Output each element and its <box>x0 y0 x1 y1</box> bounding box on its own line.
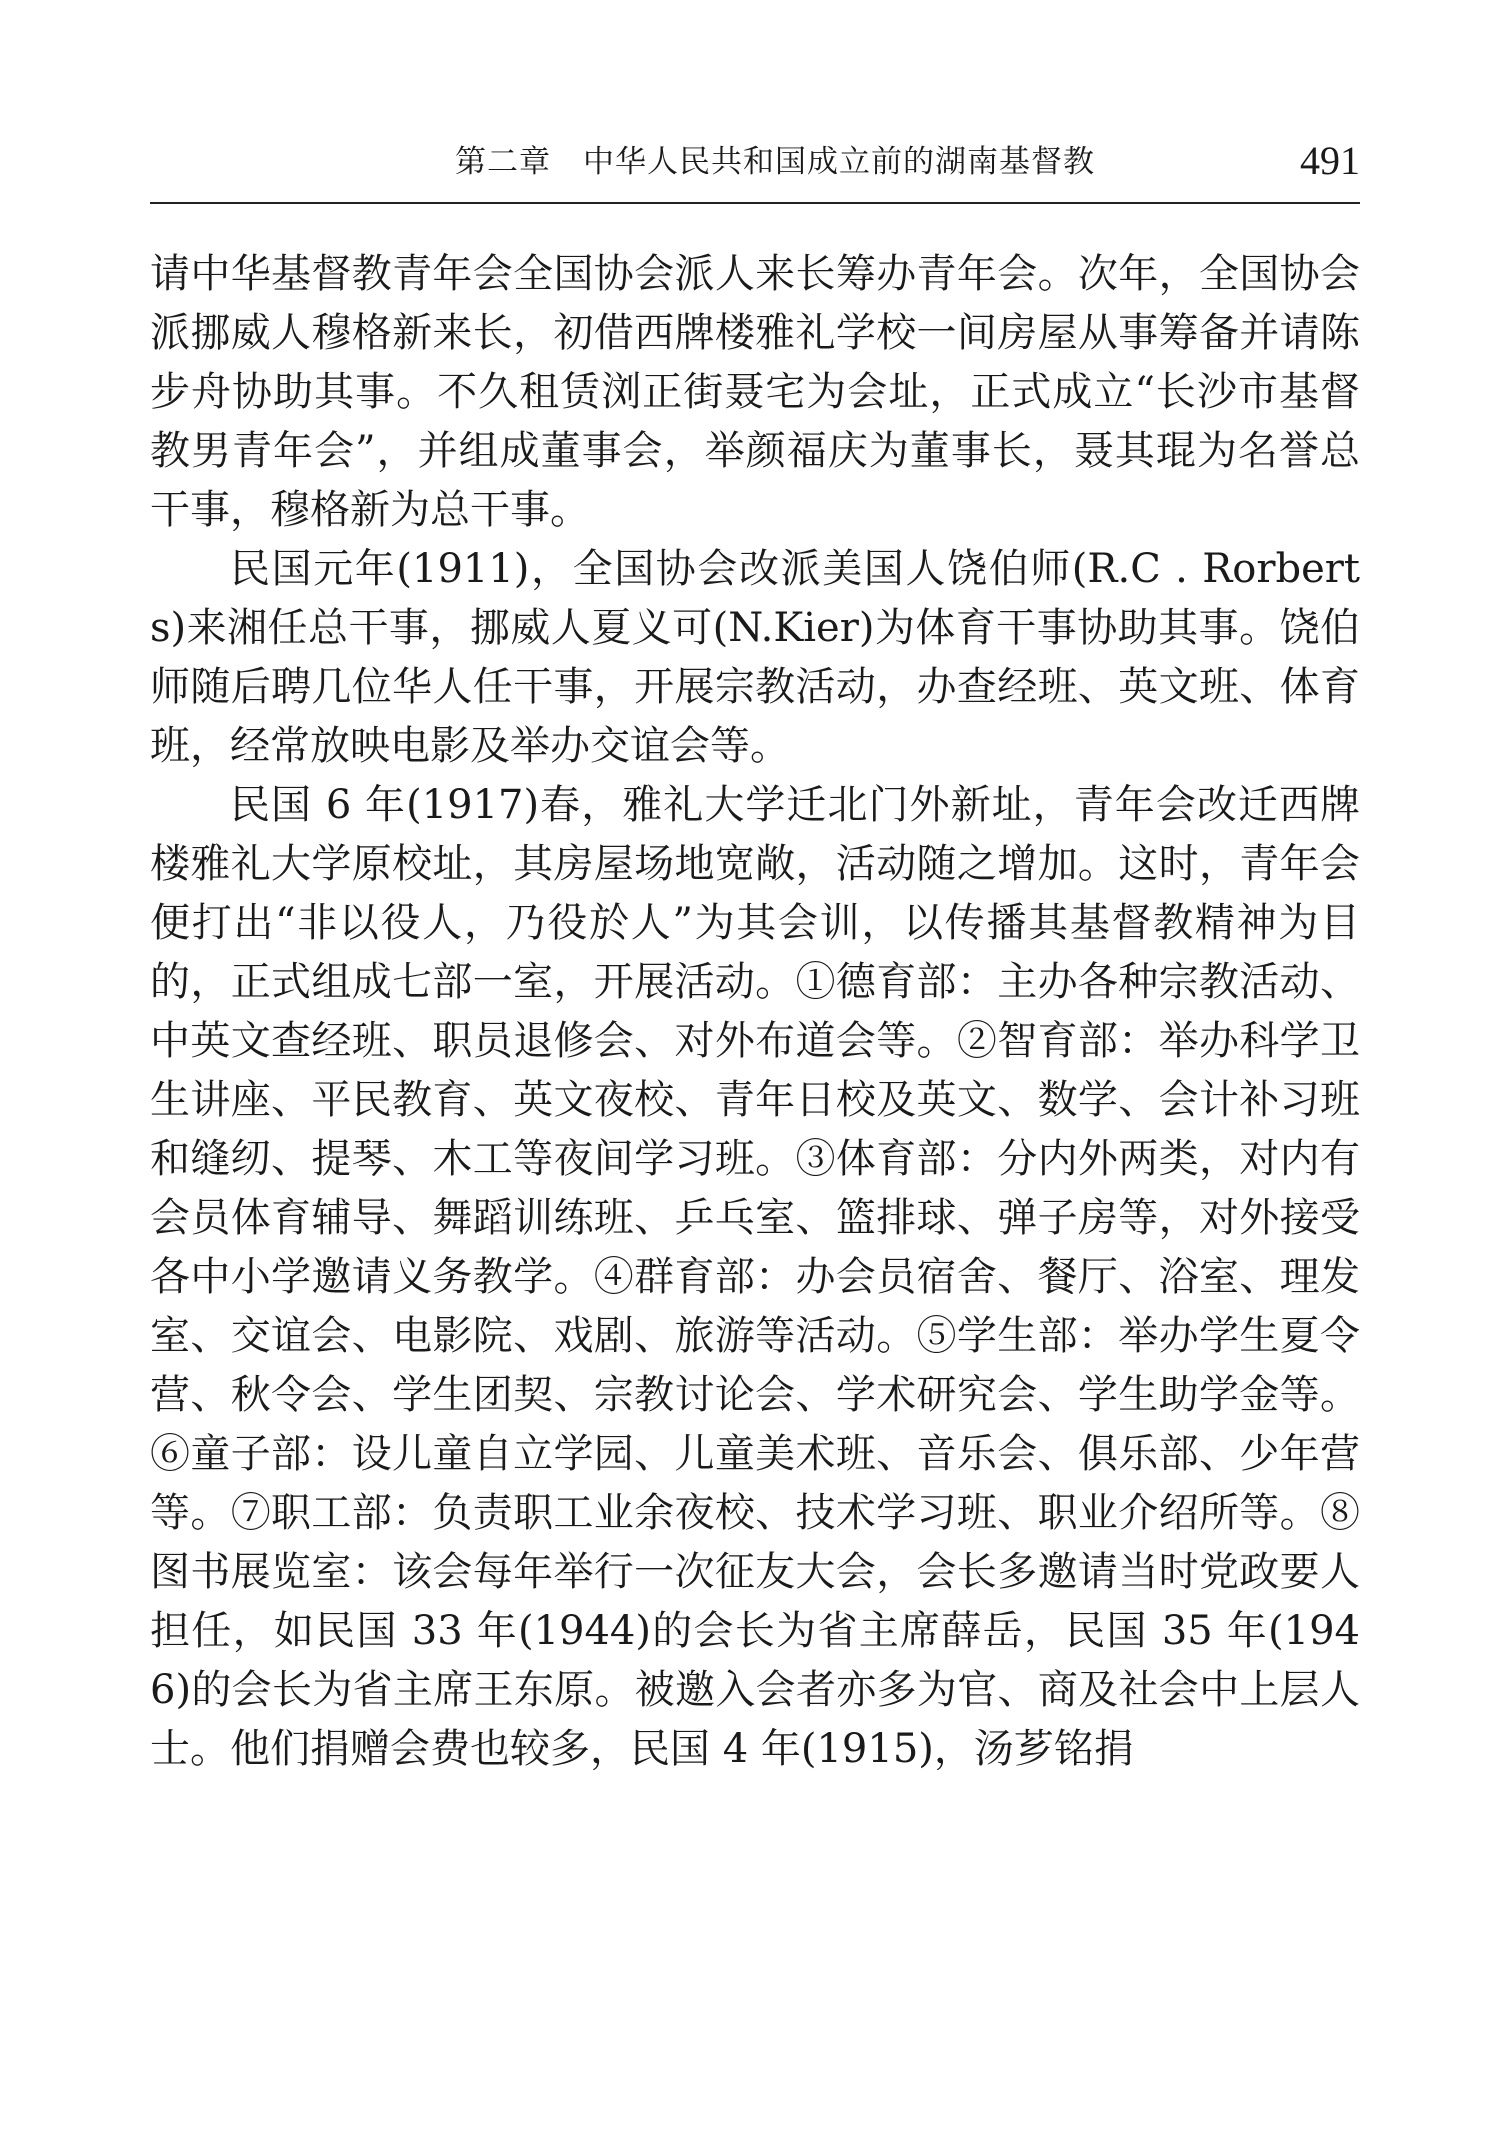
header-rule <box>150 202 1360 204</box>
running-head <box>150 140 1360 200</box>
body-text <box>150 245 1360 1779</box>
page-number: 491 <box>1300 138 1360 183</box>
paragraph-continued: 请中华基督教青年会全国协会派人来长筹办青年会。次年，全国协会派挪威人穆格新来长，初借西牌楼雅礼学校一间房屋从事筹备并请陈步舟协助其事。不久租赁浏正街聂宅为会址，正式成立“长沙市基督教男青年会”，并组成董事会，举颜福庆为董事长，聂其琨为名誉总干事，穆格新为总干事。 <box>150 251 1360 533</box>
paragraph: 民国元年(1911)，全国协会改派美国人饶伯师(R.C . Rorberts)来湘任总干事，挪威人夏义可(N.Kier)为体育干事协助其事。饶伯师随后聘几位华人任干事，开展宗教活动，办查经班、英文班、体育班，经常放映电影及举办交谊会等。 <box>150 546 1360 769</box>
paragraph: 民国 6 年(1917)春，雅礼大学迁北门外新址，青年会改迁西牌楼雅礼大学原校址，其房屋场地宽敞，活动随之增加。这时，青年会便打出“非以役人，乃役於人”为其会训，以传播其基督教精神为目的，正式组成七部一室，开展活动。①德育部：主办各种宗教活动、中英文查经班、职员退修会、对外布道会等。②智育部：举办科学卫生讲座、平民教育、英文夜校、青年日校及英文、数学、会计补习班和缝纫、提琴、木工等夜间学习班。③体育部：分内外两类，对内有会员体育辅导、舞蹈训练班、乒乓室、篮排球、弹子房等，对外接受各中小学邀请义务教学。④群育部：办会员宿舍、餐厅、浴室、理发室、交谊会、电影院、戏剧、旅游等活动。⑤学生部：举办学生夏令营、秋令会、学生团契、宗教讨论会、学术研究会、学生助学金等。⑥童子部：设儿童自立学园、儿童美术班、音乐会、俱乐部、少年营等。⑦职工部：负责职工业余夜校、技术学习班、职业介绍所等。⑧图书展览室：该会每年举行一次征友大会，会长多邀请当时党政要人担任，如民国 33 年(1944)的会长为省主席薛岳，民国 35 年(1946)的会长为省主席王东原。被邀入会者亦多为官、商及社会中上层人士。他们捐赠会费也较多，民国 4 年(1915)，汤芗铭捐 <box>150 782 1360 1772</box>
chapter-running-title: 第二章 中华人民共和国成立前的湖南基督教 <box>455 144 1095 180</box>
